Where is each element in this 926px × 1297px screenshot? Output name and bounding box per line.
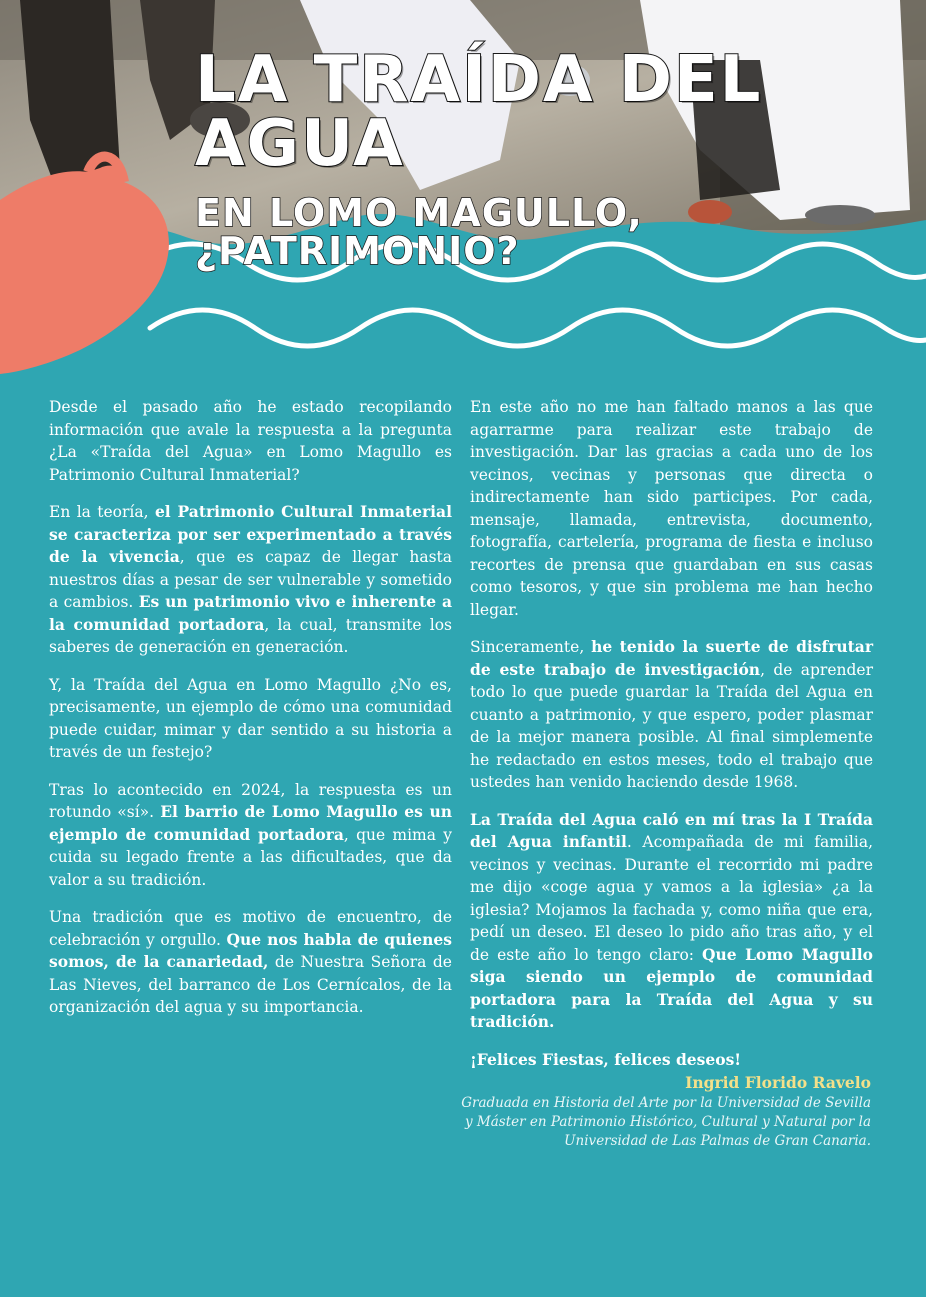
bold-text: El barrio de Lomo Magullo es un ejemplo de comunidad portadora — [49, 802, 452, 844]
bold-text: el Patrimonio Cultural Inmaterial se caracteriza por ser experimentado a través de la vivencia — [49, 502, 452, 566]
left-column — [49, 396, 452, 1034]
bold-text: he tenido la suerte de disfrutar de este trabajo de investigación — [470, 637, 873, 679]
bold-text: Que nos habla de quienes somos, de la canariedad, — [49, 929, 452, 971]
paragraph-text: Sinceramente, — [470, 638, 592, 656]
author-name: Ingrid Florido Ravelo — [685, 1073, 871, 1092]
author-credentials-line: Universidad de Las Palmas de Gran Canaria. — [564, 1133, 871, 1149]
paragraph — [49, 906, 452, 1019]
paragraph — [49, 674, 452, 764]
paragraph — [470, 636, 873, 794]
paragraph — [49, 779, 452, 892]
paragraph-text: , de aprender todo lo que puede guardar la Traída del Agua en cuanto a patrimonio, y que espero, poder plasmar de la mejor manera posible. Al final simplemente he redactado en estos meses, todo el trabajo que ustedes han venido haciendo desde 1968. — [470, 660, 873, 791]
paragraph-text: de Nuestra Señora de Las Nieves, del barranco de Los Cernícalos, de la organización del agua y su importancia. — [49, 953, 452, 1016]
paragraph — [49, 501, 452, 659]
page-title: LA TRAÍDA DEL AGUA — [195, 43, 763, 181]
paragraph — [470, 396, 873, 621]
bold-text: La Traída del Agua caló en mí tras la I Traída del Agua infantil — [470, 809, 873, 851]
bold-text: Es un patrimonio vivo e inherente a la comunidad portadora — [49, 592, 452, 634]
paragraph-text: . Acompañada de mi familia, vecinos y vecinas. Durante el recorrido mi padre me dijo «coge agua y vamos a la iglesia» ¿a la iglesia? Mojamos la fachada y, como niña que era, pedí un deseo. El deseo lo pido año tras año, y el de este año lo tengo claro: — [470, 833, 873, 964]
paragraph-text: Desde el pasado año he estado recopilando información que avale la respuesta a la pregunta ¿La «Traída del Agua» en Lomo Magullo es Patrimonio Cultural Inmaterial? — [49, 398, 452, 484]
paragraph-text: En este año no me han faltado manos a las que agarrarme para realizar este trabajo de investigación. Dar las gracias a cada uno de los vecinos, vecinas y personas que directa o indirectamente han sido participes. Por cada, mensaje, llamada, entrevista, documento, fotografía, cartelería, programa de fiesta e incluso recortes de prensa que guardaban en sus casas como tesoros, y que sin problema me han hecho llegar. — [470, 398, 873, 619]
author-credentials-line: y Máster en Patrimonio Histórico, Cultural y Natural por la — [464, 1114, 871, 1130]
page-subtitle: EN LOMO MAGULLO, ¿PATRIMONIO? — [195, 191, 643, 273]
author-credentials-line: Graduada en Historia del Arte por la Universidad de Sevilla — [461, 1095, 871, 1111]
paragraph-text: , la cual, transmite los saberes de generación en generación. — [49, 615, 452, 656]
bold-text: Que Lomo Magullo siga siendo un ejemplo de comunidad portadora para la Traída del Agua y su tradición. — [470, 944, 874, 1031]
paragraph — [470, 809, 873, 1034]
header-banner — [0, 0, 926, 380]
paragraph-text: Y, la Traída del Agua en Lomo Magullo ¿No es, precisamente, un ejemplo de cómo una comunidad puede cuidar, mimar y dar sentido a su historia a través de un festejo? — [49, 675, 452, 761]
paragraph-text: , que es capaz de llegar hasta nuestros días a pesar de ser vulnerable y sometido a cambios. — [49, 548, 452, 611]
author-signature — [451, 1072, 871, 1151]
paragraph-text: Una tradición que es motivo de encuentro, de celebración y orgullo. — [49, 908, 452, 949]
title-block — [195, 43, 915, 273]
paragraph-text: Tras lo acontecido en 2024, la respuesta es un rotundo «sí». — [49, 780, 452, 821]
paragraph-text: En la teoría, — [49, 503, 155, 521]
paragraph-text: , que mima y cuida su legado frente a las dificultades, que da valor a su tradición. — [49, 825, 452, 889]
right-column — [470, 396, 873, 1086]
paragraph — [49, 396, 452, 486]
closing-line: ¡Felices Fiestas, felices deseos! — [470, 1049, 742, 1069]
